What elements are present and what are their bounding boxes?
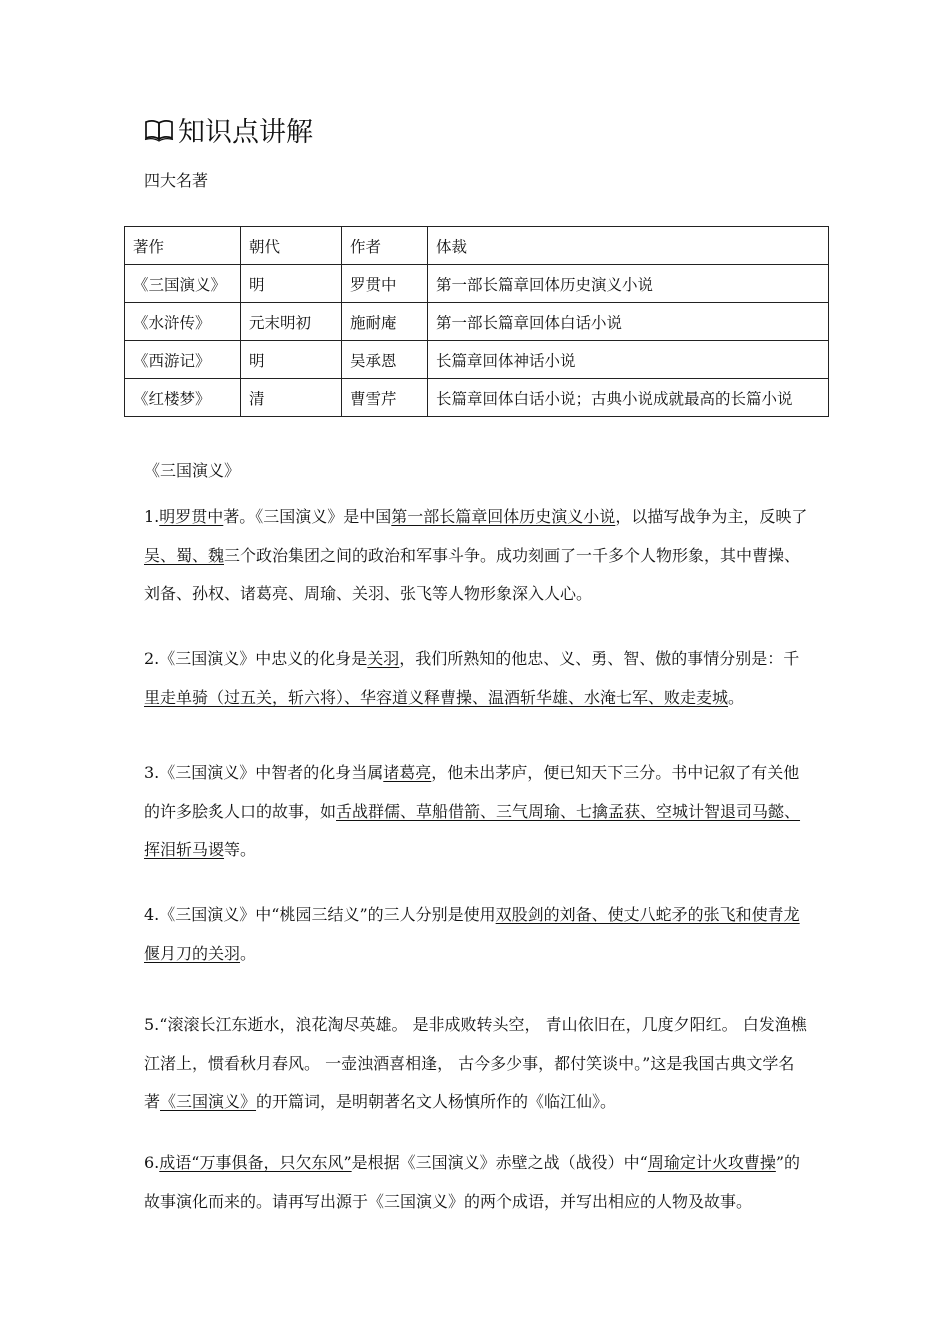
table-cell: 长篇章回体神话小说 <box>428 341 829 379</box>
subtitle: 四大名著 <box>144 171 209 190</box>
works-table <box>124 226 829 417</box>
paragraph-text: 。 <box>728 687 745 707</box>
table-cell: 《三国演义》 <box>125 265 241 303</box>
table-cell: 第一部长篇章回体白话小说 <box>428 303 829 341</box>
table-row <box>125 341 829 379</box>
underlined-answer: 诸葛亮 <box>383 763 432 782</box>
paragraph <box>144 896 810 973</box>
paragraph-text: 等。 <box>224 840 257 859</box>
paragraph-text: ，他未出茅庐，便已知天下三分。书中记叙了有关他的许多脍炙人口的故事，如 <box>144 763 800 821</box>
paragraph-text: 是根据《三国演义》赤壁之战（战役）中“ <box>351 1153 648 1172</box>
underlined-answer: 《三国演义》 <box>160 1092 257 1111</box>
paragraph <box>144 1144 810 1221</box>
heading-text: 知识点讲解 <box>178 117 313 148</box>
paragraph-text: 5.“滚滚长江东逝水，浪花淘尽英雄。 是非成败转头空， 青山依旧在，几度夕阳红。 白发渔樵江渚上，惯看秋月春风。 一壶浊酒喜相逢， 古今多少事，都付笑谈中。”这是我国古典文学名著 <box>144 1015 807 1111</box>
paragraph-text: 1. <box>144 507 160 526</box>
table-cell: 《西游记》 <box>125 341 241 379</box>
table-row <box>125 265 829 303</box>
paragraph <box>144 640 810 717</box>
open-book-icon <box>144 118 174 142</box>
paragraph-text: 2.《三国演义》中忠义的化身是 <box>144 649 368 668</box>
paragraph-text: ，以描写战争为主，反映了 <box>615 507 808 526</box>
paragraph-text: 3.《三国演义》中智者的化身当属 <box>144 763 384 782</box>
table-header-cell: 著作 <box>125 227 241 265</box>
section-title: 《三国演义》 <box>144 461 241 480</box>
paragraph-text: 著。《三国演义》是中国 <box>223 507 392 526</box>
table-header-row <box>125 227 829 265</box>
table-row <box>125 303 829 341</box>
underlined-answer: 吴、蜀、魏 <box>144 545 225 565</box>
underlined-answer: 舌战群儒、草船借箭、三气周瑜、七擒孟获、空城计智退司马懿、挥泪斩马谡 <box>144 801 801 859</box>
paragraph <box>144 754 810 870</box>
table-cell: 长篇章回体白话小说；古典小说成就最高的长篇小说 <box>428 379 829 417</box>
table-cell: 吴承恩 <box>342 341 428 379</box>
paragraph <box>144 1006 810 1122</box>
underlined-answer: 周瑜定计火攻曹操 <box>647 1153 776 1172</box>
underlined-answer: 第一部长篇章回体历史演义小说 <box>391 507 616 526</box>
section-heading <box>144 110 313 149</box>
paragraph-text: 6. <box>144 1153 160 1172</box>
table-cell: 清 <box>241 379 342 417</box>
paragraph-text: ”的故事演化而来的。请再写出源于《三国演义》的两个成语，并写出相应的人物及故事。 <box>144 1153 801 1211</box>
table-cell: 明 <box>241 341 342 379</box>
table-cell: 明 <box>241 265 342 303</box>
table-cell: 罗贯中 <box>342 265 428 303</box>
table-header-cell: 体裁 <box>428 227 829 265</box>
table-cell: 曹雪芹 <box>342 379 428 417</box>
underlined-answer: 成语“万事俱备，只欠东风” <box>159 1153 352 1172</box>
paragraph-text: 。 <box>240 943 257 963</box>
table-cell: 《红楼梦》 <box>125 379 241 417</box>
underlined-answer: 双股剑的刘备、使丈八蛇矛的张飞和使青龙偃月刀的关羽 <box>144 905 800 963</box>
table-cell: 元末明初 <box>241 303 342 341</box>
table-header-cell: 朝代 <box>241 227 342 265</box>
paragraph-text: ，我们所熟知的他忠、义、勇、智、傲的事情分别是：千 <box>399 649 800 668</box>
table-row <box>125 379 829 417</box>
table-cell: 第一部长篇章回体历史演义小说 <box>428 265 829 303</box>
paragraph-text: 三个政治集团之间的政治和军事斗争。成功刻画了一千多个人物形象，其中曹操、刘备、孙权、诸葛亮、周瑜、关羽、张飞等人物形象深入人心。 <box>144 545 801 603</box>
underlined-answer: 明罗贯中 <box>159 507 224 526</box>
paragraph <box>144 498 810 614</box>
underlined-answer: 关羽 <box>367 649 400 668</box>
table-header-cell: 作者 <box>342 227 428 265</box>
table-cell: 《水浒传》 <box>125 303 241 341</box>
table-cell: 施耐庵 <box>342 303 428 341</box>
paragraph-text: 的开篇词，是明朝著名文人杨慎所作的《临江仙》。 <box>256 1092 617 1111</box>
paragraph-text: 4.《三国演义》中“桃园三结义”的三人分别是使用 <box>144 905 496 924</box>
underlined-answer: 里走单骑（过五关，斩六将）、华容道义释曹操、温酒斩华雄、水淹七军、败走麦城 <box>144 687 729 707</box>
